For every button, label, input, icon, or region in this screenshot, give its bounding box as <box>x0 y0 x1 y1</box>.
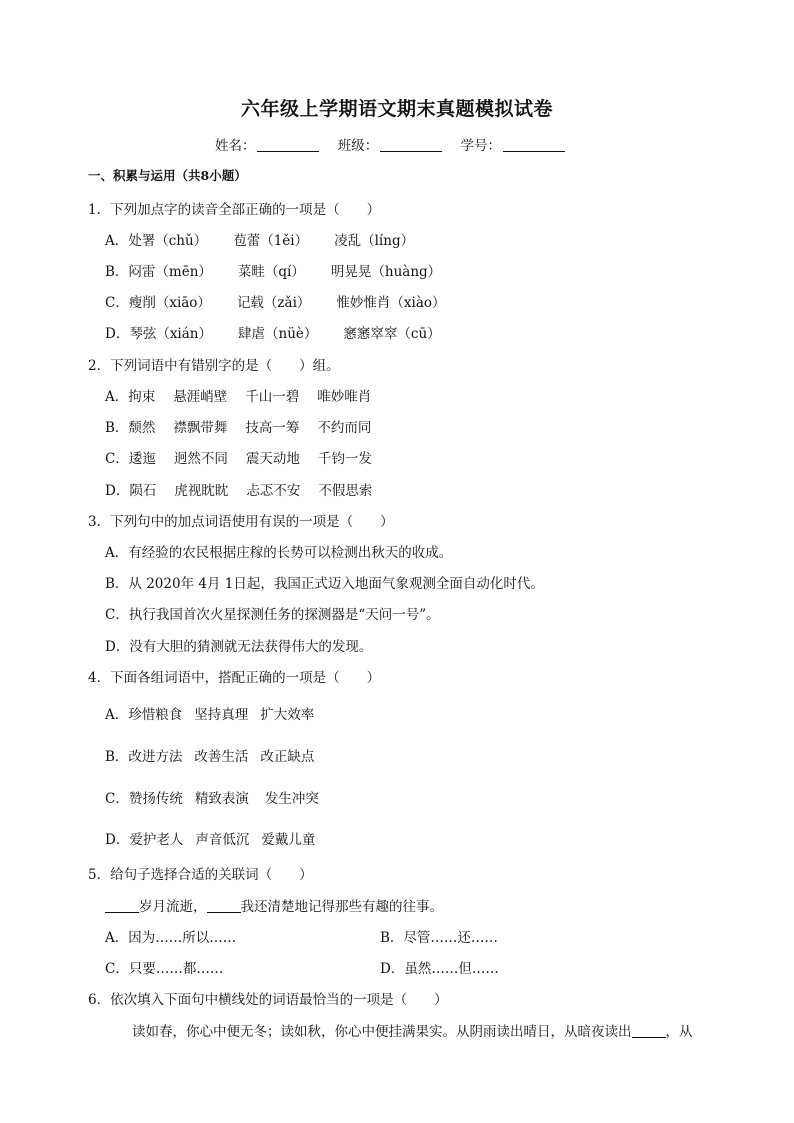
q3-option-d: D．没有大胆的猜测就无法获得伟大的发现。 <box>105 639 373 655</box>
q1-option-d: D．琴弦（xián） 肆虐（nüè） 窸窸窣窣（cū） <box>105 326 441 342</box>
student-info <box>0 134 794 154</box>
question-4: 4．下面各组词语中，搭配正确的一项是（ ） <box>88 670 381 686</box>
name-blank[interactable] <box>257 137 319 152</box>
q2-option-b: B．颓然 襟飘带舞 技高一筹 不约而同 <box>105 420 372 436</box>
q5-options-row2 <box>105 957 499 977</box>
q3-option-a: A．有经验的农民根据庄稼的长势可以检测出秋天的收成。 <box>105 545 453 561</box>
q5-options-row1 <box>105 926 498 946</box>
id-label: 学号： <box>460 138 502 154</box>
q2-option-c: C．逶迤 迥然不同 震天动地 千钧一发 <box>105 451 372 467</box>
id-blank[interactable] <box>503 137 565 152</box>
fill-blank[interactable] <box>207 898 241 913</box>
question-3: 3．下列句中的加点词语使用有误的一项是（ ） <box>88 514 394 530</box>
fill-blank[interactable] <box>105 898 139 913</box>
question-2: 2．下列词语中有错别字的是（ ）组。 <box>88 358 340 374</box>
q5-sentence: 岁月流逝， 我还清楚地记得那些有趣的往事。 <box>105 895 443 915</box>
q1-option-c: C．瘦削（xiāo） 记载（zǎi） 惟妙惟肖（xiào） <box>105 295 446 311</box>
q1-option-a: A．处署（chǔ） 苞蕾（1ěi） 凌乱（líng） <box>105 233 415 249</box>
page-title: 六年级上学期语文期末真题模拟试卷 <box>240 98 553 120</box>
q5-option-b: B．尽管……还…… <box>380 930 498 946</box>
q4-option-b: B．改进方法 改善生活 改正缺点 <box>105 749 315 765</box>
question-1: 1．下列加点字的读音全部正确的一项是（ ） <box>88 202 381 218</box>
question-6: 6．依次填入下面句中横线处的词语最恰当的一项是（ ） <box>88 992 448 1008</box>
class-label: 班级： <box>337 138 379 154</box>
class-blank[interactable] <box>380 137 442 152</box>
q4-option-d: D．爱护老人 声音低沉 爱戴儿童 <box>105 832 316 848</box>
q5-option-a: A．因为……所以…… <box>105 930 237 946</box>
q3-option-c: C．执行我国首次火星探测任务的探测器是“天问一号”。 <box>105 607 440 623</box>
q5-option-c: C．只要……都…… <box>105 961 224 977</box>
question-5: 5．给句子选择合适的关联词（ ） <box>88 867 313 883</box>
q4-option-a: A．珍惜粮食 坚持真理 扩大效率 <box>105 707 315 723</box>
q6-passage: 读如春，你心中便无冬；读如秋，你心中便挂满果实。从阴雨读出晴日，从暗夜读出 ，从 <box>132 1024 693 1040</box>
q4-option-c: C．赞扬传统 精致表演 发生冲突 <box>105 791 319 807</box>
section-heading: 一、积累与运用（共8小题） <box>88 168 247 183</box>
q2-option-a: A．拘束 悬涯峭壁 千山一碧 唯妙唯肖 <box>105 389 372 405</box>
q3-option-b: B．从 2020年 4月 1日起，我国正式迈入地面气象观测全面自动化时代。 <box>105 576 544 592</box>
q2-option-d: D．陨石 虎视眈眈 忐忑不安 不假思索 <box>105 483 373 499</box>
q5-option-d: D．虽然……但…… <box>380 961 499 977</box>
name-label: 姓名： <box>214 138 256 154</box>
fill-blank[interactable] <box>632 1023 666 1038</box>
q1-option-b: B．闷雷（mēn） 菜畦（qí） 明晃晃（huàng） <box>105 264 442 280</box>
